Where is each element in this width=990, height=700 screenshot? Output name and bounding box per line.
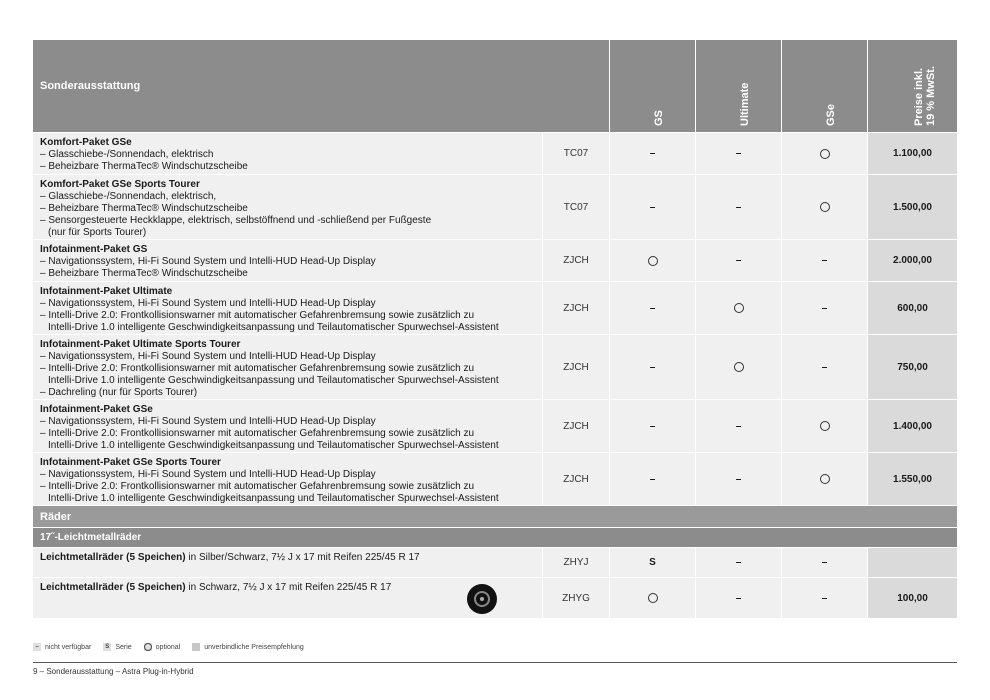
package-feature-line: – Intelli-Drive 2.0: Frontkollisionswarner mit automatischer Gefahrenbremsung sowie zusätzlich zu: [40, 310, 475, 321]
option-code: TC07: [543, 174, 610, 239]
subsection-header-17: 17˝-Leichtmetallräder: [33, 527, 957, 547]
option-code: ZJCH: [543, 281, 610, 334]
column-gs-label: GS: [652, 110, 665, 126]
cell-gse: [782, 452, 868, 505]
package-title: Infotainment-Paket GS: [40, 244, 148, 255]
cell-gs: [610, 174, 696, 239]
price-cell: 750,00: [868, 334, 957, 399]
package-description: [33, 132, 543, 174]
grey-box-icon: [192, 643, 200, 651]
header-ultimate: [696, 40, 782, 132]
package-description: [33, 239, 543, 281]
cell-gs: [610, 452, 696, 505]
cell-ultimate-value: –: [735, 420, 742, 432]
cell-ultimate: [696, 239, 782, 281]
package-description: [33, 399, 543, 452]
wheel-text: [40, 552, 420, 564]
cell-ultimate-value: –: [735, 592, 742, 604]
legend: [33, 643, 310, 651]
package-feature-line: – Navigationssystem, Hi-Fi Sound System und Intelli-HUD Head-Up Display: [40, 469, 376, 480]
cell-gse-value: –: [821, 255, 828, 266]
cell-gs: [610, 132, 696, 174]
cell-gse: [782, 334, 868, 399]
legend-not-available-label: nicht verfügbar: [45, 643, 92, 651]
optional-circle-icon: [820, 149, 830, 159]
cell-gs-value: –: [649, 473, 656, 485]
optional-circle-icon: [734, 362, 744, 372]
cell-gs-value: –: [649, 201, 656, 213]
price-cell: 1.100,00: [868, 132, 957, 174]
column-ultimate-label: Ultimate: [738, 82, 751, 126]
cell-ultimate-value: –: [735, 148, 742, 159]
cell-gs: [610, 281, 696, 334]
table-body: [33, 132, 957, 618]
cell-gse: [782, 239, 868, 281]
cell-ultimate: [696, 399, 782, 452]
package-feature-line: – Intelli-Drive 2.0: Frontkollisionswarner mit automatischer Gefahrenbremsung sowie zusätzlich zu: [40, 363, 475, 374]
package-feature-line: – Glasschiebe-/Sonnendach, elektrisch,: [40, 191, 217, 202]
legend-recommended: [192, 643, 304, 651]
cell-ultimate: [696, 132, 782, 174]
package-feature-line: – Navigationssystem, Hi-Fi Sound System und Intelli-HUD Head-Up Display: [40, 256, 376, 267]
package-description: [33, 281, 543, 334]
wheel-spec: in Silber/Schwarz, 7½ J x 17 mit Reifen 225/45 R 17: [185, 552, 420, 563]
optional-symbol: [144, 643, 152, 651]
wheel-title: Leichtmetallräder (5 Speichen): [40, 582, 186, 593]
package-feature-line: – Navigationssystem, Hi-Fi Sound System und Intelli-HUD Head-Up Display: [40, 298, 376, 309]
price-cell: 1.400,00: [868, 399, 957, 452]
package-description: [33, 452, 543, 505]
cell-gs-value: S: [649, 557, 656, 568]
column-gse-label: GSe: [824, 103, 837, 126]
cell-ultimate-value: –: [735, 201, 742, 213]
optional-circle-icon: [820, 421, 830, 431]
cell-gse: [782, 281, 868, 334]
header-gse: [782, 40, 868, 132]
cell-ultimate: [696, 281, 782, 334]
footer-divider: [33, 662, 957, 663]
package-title: Infotainment-Paket GSe: [40, 404, 153, 415]
series-symbol: S: [105, 644, 110, 650]
cell-ultimate: [696, 452, 782, 505]
cell-ultimate-value: –: [735, 255, 742, 266]
cell-gs-value: –: [649, 420, 656, 432]
package-feature-line: – Beheizbare ThermaTec® Windschutzscheibe: [40, 268, 248, 279]
package-feature-line: – Dachreling (nur für Sports Tourer): [40, 387, 198, 398]
package-feature-line: – Beheizbare ThermaTec® Windschutzscheibe: [40, 203, 248, 214]
cell-gs: [610, 399, 696, 452]
cell-gs: [610, 547, 696, 577]
optional-circle-icon: [820, 474, 830, 484]
legend-series: [103, 643, 131, 651]
package-feature-line: – Beheizbare ThermaTec® Windschutzscheibe: [40, 161, 248, 172]
header-title-cell: [33, 40, 610, 132]
cell-gs-value: –: [649, 302, 656, 314]
option-code: ZJCH: [543, 452, 610, 505]
cell-ultimate: [696, 577, 782, 618]
cell-gse-value: –: [821, 302, 828, 314]
price-cell: 1.500,00: [868, 174, 957, 239]
package-feature-line: – Navigationssystem, Hi-Fi Sound System und Intelli-HUD Head-Up Display: [40, 351, 376, 362]
optional-circle-icon: [144, 643, 152, 651]
cell-gse: [782, 577, 868, 618]
cell-gs: [610, 334, 696, 399]
legend-series-label: Serie: [115, 643, 132, 651]
price-cell: 1.550,00: [868, 452, 957, 505]
option-code: ZHYJ: [543, 547, 610, 577]
optional-circle-icon: [734, 303, 744, 313]
option-code: ZJCH: [543, 334, 610, 399]
package-feature-line: (nur für Sports Tourer): [48, 227, 147, 238]
page-footer: 9 – Sonderausstattung – Astra Plug-in-Hybrid: [33, 667, 194, 676]
table-title: Sonderausstattung: [40, 80, 141, 92]
package-feature-line: Intelli-Drive 1.0 intelligente Geschwindigkeitsanpassung und Teilautomatischer Spurwechsel-Assistent: [48, 322, 499, 333]
price-cell: 600,00: [868, 281, 957, 334]
cell-gse: [782, 547, 868, 577]
cell-gse-value: –: [821, 361, 828, 373]
package-title: Infotainment-Paket GSe Sports Tourer: [40, 457, 221, 468]
package-title: Infotainment-Paket Ultimate Sports Tourer: [40, 339, 241, 350]
package-feature-line: – Glasschiebe-/Sonnendach, elektrisch: [40, 149, 214, 160]
cell-ultimate-value: –: [735, 473, 742, 485]
cell-gse: [782, 132, 868, 174]
cell-gs-value: –: [649, 361, 656, 373]
package-title: Komfort-Paket GSe Sports Tourer: [40, 179, 200, 190]
cell-ultimate: [696, 547, 782, 577]
cell-gse: [782, 399, 868, 452]
package-feature-line: – Sensorgesteuerte Heckklappe, elektrisch, selbstöffnend und -schließend per Fußgeste: [40, 215, 432, 226]
legend-recommended-label: unverbindliche Preisempfehlung: [204, 643, 304, 651]
options-table: [33, 40, 957, 618]
cell-gs: [610, 577, 696, 618]
optional-circle-icon: [648, 256, 658, 266]
dash-symbol: –: [33, 643, 41, 651]
package-description: [33, 334, 543, 399]
package-feature-line: – Navigationssystem, Hi-Fi Sound System und Intelli-HUD Head-Up Display: [40, 416, 376, 427]
option-code: TC07: [543, 132, 610, 174]
optional-circle-icon: [820, 202, 830, 212]
price-cell: 2.000,00: [868, 239, 957, 281]
wheel-title: Leichtmetallräder (5 Speichen): [40, 552, 186, 563]
wheel-spec: in Schwarz, 7½ J x 17 mit Reifen 225/45 R 17: [185, 582, 392, 593]
package-description: [33, 174, 543, 239]
legend-not-available: [33, 643, 91, 651]
package-feature-line: – Intelli-Drive 2.0: Frontkollisionswarner mit automatischer Gefahrenbremsung sowie zusätzlich zu: [40, 481, 475, 492]
wheel-image-icon: [467, 584, 497, 614]
wheel-text: [40, 582, 391, 594]
header-gs: [610, 40, 696, 132]
cell-gs-value: –: [649, 148, 656, 159]
header-price: [868, 40, 957, 132]
wheel-description: [33, 547, 543, 577]
package-feature-line: – Intelli-Drive 2.0: Frontkollisionswarner mit automatischer Gefahrenbremsung sowie zusätzlich zu: [40, 428, 475, 439]
cell-gs: [610, 239, 696, 281]
cell-ultimate-value: –: [735, 557, 742, 568]
price-cell: [868, 547, 957, 577]
cell-ultimate: [696, 174, 782, 239]
cell-gse-value: –: [821, 557, 828, 568]
package-title: Komfort-Paket GSe: [40, 137, 132, 148]
section-header-wheels: Räder: [33, 505, 957, 527]
package-title: Infotainment-Paket Ultimate: [40, 286, 173, 297]
cell-gse-value: –: [821, 592, 828, 604]
optional-circle-icon: [648, 593, 658, 603]
legend-optional: [144, 643, 181, 651]
package-feature-line: Intelli-Drive 1.0 intelligente Geschwindigkeitsanpassung und Teilautomatischer Spurwechsel-Assistent: [48, 440, 499, 451]
wheel-description: [33, 577, 543, 618]
table-header: [33, 40, 957, 132]
legend-optional-label: optional: [155, 643, 181, 651]
column-price-label: Preise inkl. 19 % MwSt.: [912, 66, 937, 126]
cell-ultimate: [696, 334, 782, 399]
package-feature-line: Intelli-Drive 1.0 intelligente Geschwindigkeitsanpassung und Teilautomatischer Spurwechsel-Assistent: [48, 493, 499, 504]
option-code: ZJCH: [543, 239, 610, 281]
option-code: ZHYG: [543, 577, 610, 618]
cell-gse: [782, 174, 868, 239]
option-code: ZJCH: [543, 399, 610, 452]
package-feature-line: Intelli-Drive 1.0 intelligente Geschwindigkeitsanpassung und Teilautomatischer Spurwechsel-Assistent: [48, 375, 499, 386]
price-cell: 100,00: [868, 577, 957, 618]
